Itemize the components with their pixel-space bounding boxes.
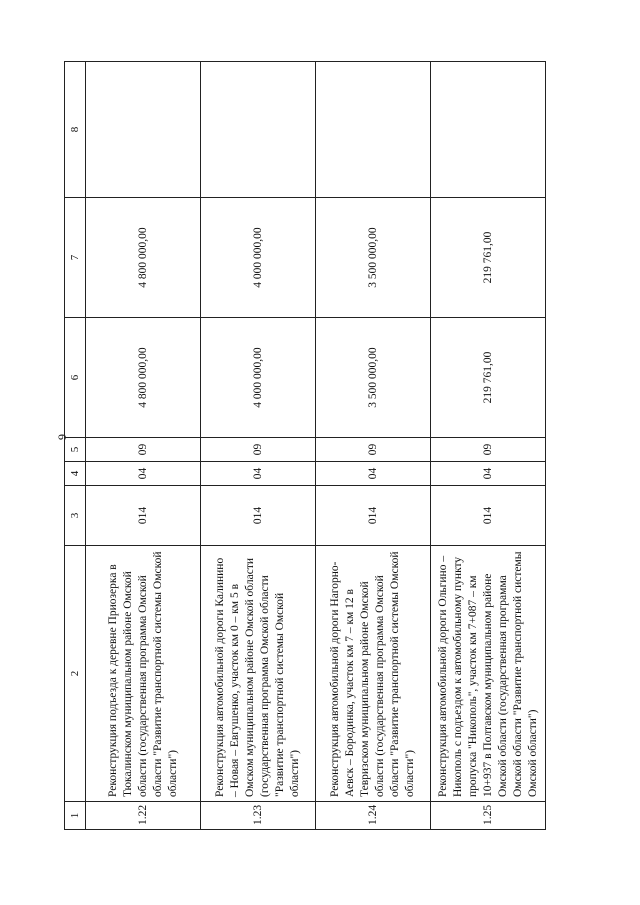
code-col3: 014 bbox=[431, 486, 546, 546]
table-row bbox=[316, 62, 431, 830]
code-col5: 09 bbox=[201, 438, 316, 462]
table-row bbox=[431, 62, 546, 830]
column-header: 5 bbox=[65, 438, 86, 462]
column-number-row bbox=[65, 62, 86, 830]
column-header: 3 bbox=[65, 486, 86, 546]
amount-col6: 4 000 000,00 bbox=[201, 318, 316, 438]
code-col4: 04 bbox=[431, 462, 546, 486]
row-number: 1.23 bbox=[201, 802, 316, 830]
column-header: 8 bbox=[65, 62, 86, 198]
column-header: 4 bbox=[65, 462, 86, 486]
code-col3: 014 bbox=[201, 486, 316, 546]
code-col4: 04 bbox=[201, 462, 316, 486]
amount-col7: 3 500 000,00 bbox=[316, 198, 431, 318]
row-description: Реконструкция автомобильной дороги Нагорно-Аевск – Бородинка, участок км 7 – км 12 в Тевризском муниципальном районе Омской области (государственная программа Омской области "Развитие транспортной системы Омской области") bbox=[316, 546, 431, 802]
table-row bbox=[86, 62, 201, 830]
table-row bbox=[201, 62, 316, 830]
amount-col8 bbox=[316, 62, 431, 198]
column-header: 2 bbox=[65, 546, 86, 802]
code-col3: 014 bbox=[86, 486, 201, 546]
row-description: Реконструкция автомобильной дороги Калинино – Новая – Евгушенко, участок км 0 – км 5 в Омском муниципальном районе Омской области (государственная программа Омской области "Развитие транспортной системы Омской области") bbox=[201, 546, 316, 802]
amount-col8 bbox=[431, 62, 546, 198]
amount-col8 bbox=[201, 62, 316, 198]
row-number: 1.24 bbox=[316, 802, 431, 830]
code-col4: 04 bbox=[316, 462, 431, 486]
amount-col7: 219 761,00 bbox=[431, 198, 546, 318]
amount-col7: 4 000 000,00 bbox=[201, 198, 316, 318]
amount-col7: 4 800 000,00 bbox=[86, 198, 201, 318]
amount-col8 bbox=[86, 62, 201, 198]
page-number: 9 bbox=[55, 434, 69, 440]
code-col4: 04 bbox=[86, 462, 201, 486]
budget-table bbox=[64, 61, 546, 830]
row-number: 1.22 bbox=[86, 802, 201, 830]
rotated-table-wrapper bbox=[64, 62, 574, 830]
column-header: 7 bbox=[65, 198, 86, 318]
code-col5: 09 bbox=[431, 438, 546, 462]
code-col5: 09 bbox=[316, 438, 431, 462]
column-header: 1 bbox=[65, 802, 86, 830]
code-col5: 09 bbox=[86, 438, 201, 462]
row-description: Реконструкция подъезда к деревне Приозерка в Тюкалинском муниципальном районе Омской области (государственная программа Омской области "Развитие транспортной системы Омской области") bbox=[86, 546, 201, 802]
row-number: 1.25 bbox=[431, 802, 546, 830]
amount-col6: 4 800 000,00 bbox=[86, 318, 201, 438]
amount-col6: 219 761,00 bbox=[431, 318, 546, 438]
column-header: 6 bbox=[65, 318, 86, 438]
row-description: Реконструкция автомобильной дороги Ольгино – Никополь с подъездом к автомобильному пункту пропуска "Никополь", участок км 7+087 – км 10+937 в Полтавском муниципальном районе Омской области (государственная программа Омской области "Развитие транспортной системы Омской области") bbox=[431, 546, 546, 802]
amount-col6: 3 500 000,00 bbox=[316, 318, 431, 438]
code-col3: 014 bbox=[316, 486, 431, 546]
